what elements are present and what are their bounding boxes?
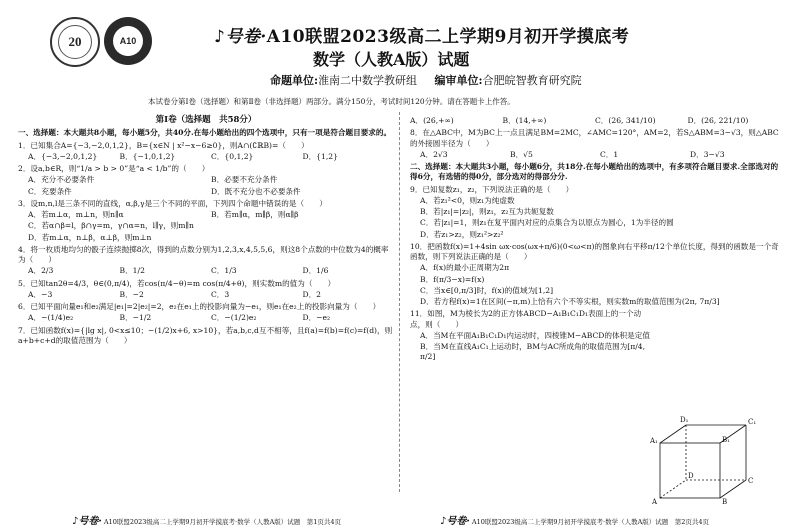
option: D．(26, 221/10) xyxy=(687,116,749,125)
footer-text: A10联盟2023级高二上学期9月初开学摸底考·数学（人教A版）试题 第1页共4页 xyxy=(103,518,342,526)
school-logo-20th xyxy=(50,17,100,67)
option: C．若α∩β=l，β∩γ=m，γ∩α=n，l∥γ，则m∥n xyxy=(28,221,194,231)
footer-page-1 xyxy=(72,512,341,527)
proposer: 淮南二中数学教研组 xyxy=(318,74,418,87)
option: C．1 xyxy=(600,149,619,159)
cube-figure xyxy=(650,413,760,505)
question-stem: 4．将一枚质地均匀的骰子连续抛掷8次，得到的点数分别为1,2,3,x,4,5,5,6，则这8个点数的中位数为4的概率为（ ） xyxy=(18,244,389,265)
question-7 xyxy=(18,326,394,347)
option: B．−1/2 xyxy=(119,313,152,323)
option: C．若|z₁|=1，则z₁在复平面内对应的点集合为以原点为圆心，1为半径的圆 xyxy=(420,218,674,228)
option: A．f(x)的最小正周期为2π xyxy=(420,263,510,273)
option: D．1/6 xyxy=(302,266,329,276)
option: A．2√3 xyxy=(420,149,448,159)
footer-brand: ♪号卷· xyxy=(440,516,470,527)
exam-title-text: A10联盟2023级高二上学期9月初开学摸底考 xyxy=(266,27,630,47)
cube-front-face xyxy=(660,443,720,498)
question-9 xyxy=(410,185,780,240)
cube-edge xyxy=(660,425,686,443)
footer-brand: ♪号卷· xyxy=(72,516,102,527)
option-row xyxy=(18,175,394,185)
option: A．当M在平面A₁B₁C₁D₁内运动时，四棱锥M−ABCD的体积是定值 xyxy=(420,330,650,340)
option: D．3−√3 xyxy=(690,149,725,159)
option: D．{1,2} xyxy=(302,151,338,161)
cube-label-a1: A₁ xyxy=(650,437,658,445)
option: C．充要条件 xyxy=(28,186,72,196)
option: D．若z₁>z₂，则z₁²>z₂² xyxy=(420,229,504,239)
cube-hidden-edge xyxy=(660,480,686,498)
question-2 xyxy=(18,164,394,197)
q7-option-row xyxy=(410,116,780,126)
cube-label-d1: D₁ xyxy=(680,416,689,424)
option: C．{0,1,2} xyxy=(211,151,254,161)
question-1 xyxy=(18,141,394,163)
option: B．1/2 xyxy=(119,266,145,276)
exam-subtitle: 数学（人教A版）试题 xyxy=(313,50,470,69)
question-stem: 5．已知tan2θ=4/3，θ∈(0,π/4)，若cos(π/4−θ)=m cos(π/4+θ)，则实数m的值为（ ） xyxy=(18,278,336,288)
option: A．若m⊥α，m⊥n，则n∥α xyxy=(28,210,124,220)
question-6 xyxy=(18,302,394,324)
proposer-label: 命题单位: xyxy=(270,74,319,87)
option-row xyxy=(410,150,780,160)
option: A．(26,+∞) xyxy=(410,116,454,125)
option: B．(14,+∞) xyxy=(502,116,547,125)
footer-text: A10联盟2023级高二上学期9月初开学摸底考·数学（人教A版）试题 第2页共4页 xyxy=(471,518,710,526)
editor: 合肥皖智教育研究院 xyxy=(482,74,582,87)
question-10 xyxy=(410,242,780,308)
option-row xyxy=(18,210,394,220)
option: B．当M在直线A₁C₁上运动时，BM与AC所成角的取值范围为[π/4, π/2] xyxy=(420,342,646,362)
page-divider xyxy=(399,112,400,492)
footer-page-2 xyxy=(440,512,709,527)
units-line xyxy=(270,72,582,88)
option: A．若z₁²<0，则z₁为纯虚数 xyxy=(420,195,515,205)
option: A．充分不必要条件 xyxy=(28,175,95,185)
option: A．2/3 xyxy=(28,266,54,276)
question-8 xyxy=(410,128,780,160)
option-row xyxy=(18,266,394,276)
alliance-logo xyxy=(104,17,152,65)
option: C．3 xyxy=(211,289,230,299)
cube-label-d: D xyxy=(688,472,694,480)
option-row xyxy=(18,313,394,323)
question-stem: 11．如图，M为棱长为2的正方体ABCD−A₁B₁C₁D₁表面上的一个动点，则（ ） xyxy=(410,309,642,329)
option: D．若方程f(x)=1在区间(−π,m)上恰有六个不等实根，则实数m的取值范围为(2π, 7π/3] xyxy=(420,297,720,306)
option-row xyxy=(18,187,394,197)
option: B．f(π/3−x)=f(x) xyxy=(420,274,485,284)
section2-instruction: 二、选择题：本大题共3小题，每小题6分，共18分.在每小题给出的选项中，有多项符合题目要求.全部选对的得6分，有选错的得0分，部分选对的得部分分. xyxy=(410,162,779,182)
option: B．{−1,0,1,2} xyxy=(119,151,176,161)
exam-note: 本试卷分第Ⅰ卷（选择题）和第Ⅱ卷（非选择题）两部分。满分150分，考试时间120分钟。请在答题卡上作答。 xyxy=(148,97,515,106)
cube-label-c: C xyxy=(748,477,754,485)
question-stem: 1．已知集合A={−3,−2,0,1,2}，B={x∈N | x²−x−6≥0}，则A∩(∁ℝB)=（ ） xyxy=(18,140,309,150)
option: D．若m⊥α，n⊥β，α⊥β，则m⊥n xyxy=(28,232,152,242)
cube-label-b: B xyxy=(722,498,728,505)
left-page xyxy=(18,115,394,346)
option: C．1/3 xyxy=(211,266,237,276)
option: C．当x∈[0,π/3]时，f(x)的值域为[1,2] xyxy=(420,285,554,295)
option: B．必要不充分条件 xyxy=(211,175,278,185)
exam-title xyxy=(214,22,629,47)
option: A．−3 xyxy=(28,289,53,299)
option: D．2 xyxy=(302,289,322,299)
option: D．既不充分也不必要条件 xyxy=(211,186,301,196)
right-page xyxy=(410,115,780,363)
option: C．(26, 341/10) xyxy=(595,116,656,125)
option: B．若|z₁|=|z₂|，则z₁，z₂互为共轭复数 xyxy=(420,207,554,216)
option: B．−2 xyxy=(119,289,144,299)
question-11 xyxy=(410,309,650,362)
section-instruction: 一、选择题：本大题共8小题，每小题5分，共40分.在每小题给出的四个选项中，只有一项是符合题目要求的。 xyxy=(18,128,392,138)
cube-label-b1: B₁ xyxy=(722,436,730,444)
editor-label: 编审单位: xyxy=(434,74,483,87)
option: C．−(1/2)e₂ xyxy=(211,313,257,323)
question-stem: 8．在△ABC中，M为BC上一点且满足BM=2MC，∠AMC=120°，AM=2，若S△ABM=3−√3，则△ABC的外接圆半径为（ ） xyxy=(410,128,779,148)
option: A．{−3,−2,0,1,2} xyxy=(28,151,98,161)
question-stem: 9．已知复数z₁，z₂，下列说法正确的是（ ） xyxy=(410,184,574,194)
question-stem: 7．已知函数f(x)={|lg x|, 0<x≤10；−(1/2)x+6, x>10}，若a,b,c,d互不相等，且f(a)=f(b)=f(c)=f(d)，则a+b+c+d的取值范围为（ ） xyxy=(18,325,393,345)
option-row xyxy=(18,290,394,300)
logo1-text: 20 xyxy=(58,25,92,59)
question-stem: 6．已知平面向量e₁和e₂满足|e₁|=2|e₂|=2，e₂在e₁上的投影向量为−e₁，则e₁在e₂上的投影向量为（ ） xyxy=(18,302,381,312)
option: B．若m∥α，m∥β，则α∥β xyxy=(211,210,299,220)
question-stem: 3．设m,n,l是三条不同的直线，α,β,γ是三个不同的平面，下列四个命题中错误的是（ ） xyxy=(18,198,327,208)
question-3 xyxy=(18,199,394,243)
cube-label-c1: C₁ xyxy=(748,418,757,426)
option: D．−e₂ xyxy=(302,313,331,323)
cube-label-a: A xyxy=(652,498,658,505)
section-title: 第Ⅰ卷（选择题 共58分） xyxy=(155,115,257,125)
cube-edge xyxy=(720,480,746,498)
question-4 xyxy=(18,245,394,277)
option: A．−(1/4)e₂ xyxy=(28,313,74,323)
question-stem: 2．设a,b∈R，则“1/a > b > 0”是“a < 1/b”的（ ） xyxy=(18,164,210,174)
question-stem: 10．把函数f(x)=1+4sin ωx·cos(ωx+π/6)(0<ω<π)的图象向右平移π/12个单位长度，得到的函数是一个奇函数，则下列说法正确的是（ ） xyxy=(410,241,779,261)
question-5 xyxy=(18,279,394,301)
option: B．√5 xyxy=(510,149,533,159)
logo2-text: A10 xyxy=(113,26,143,56)
brand-mark: ♪号卷· xyxy=(214,27,267,47)
option-row xyxy=(18,152,394,162)
